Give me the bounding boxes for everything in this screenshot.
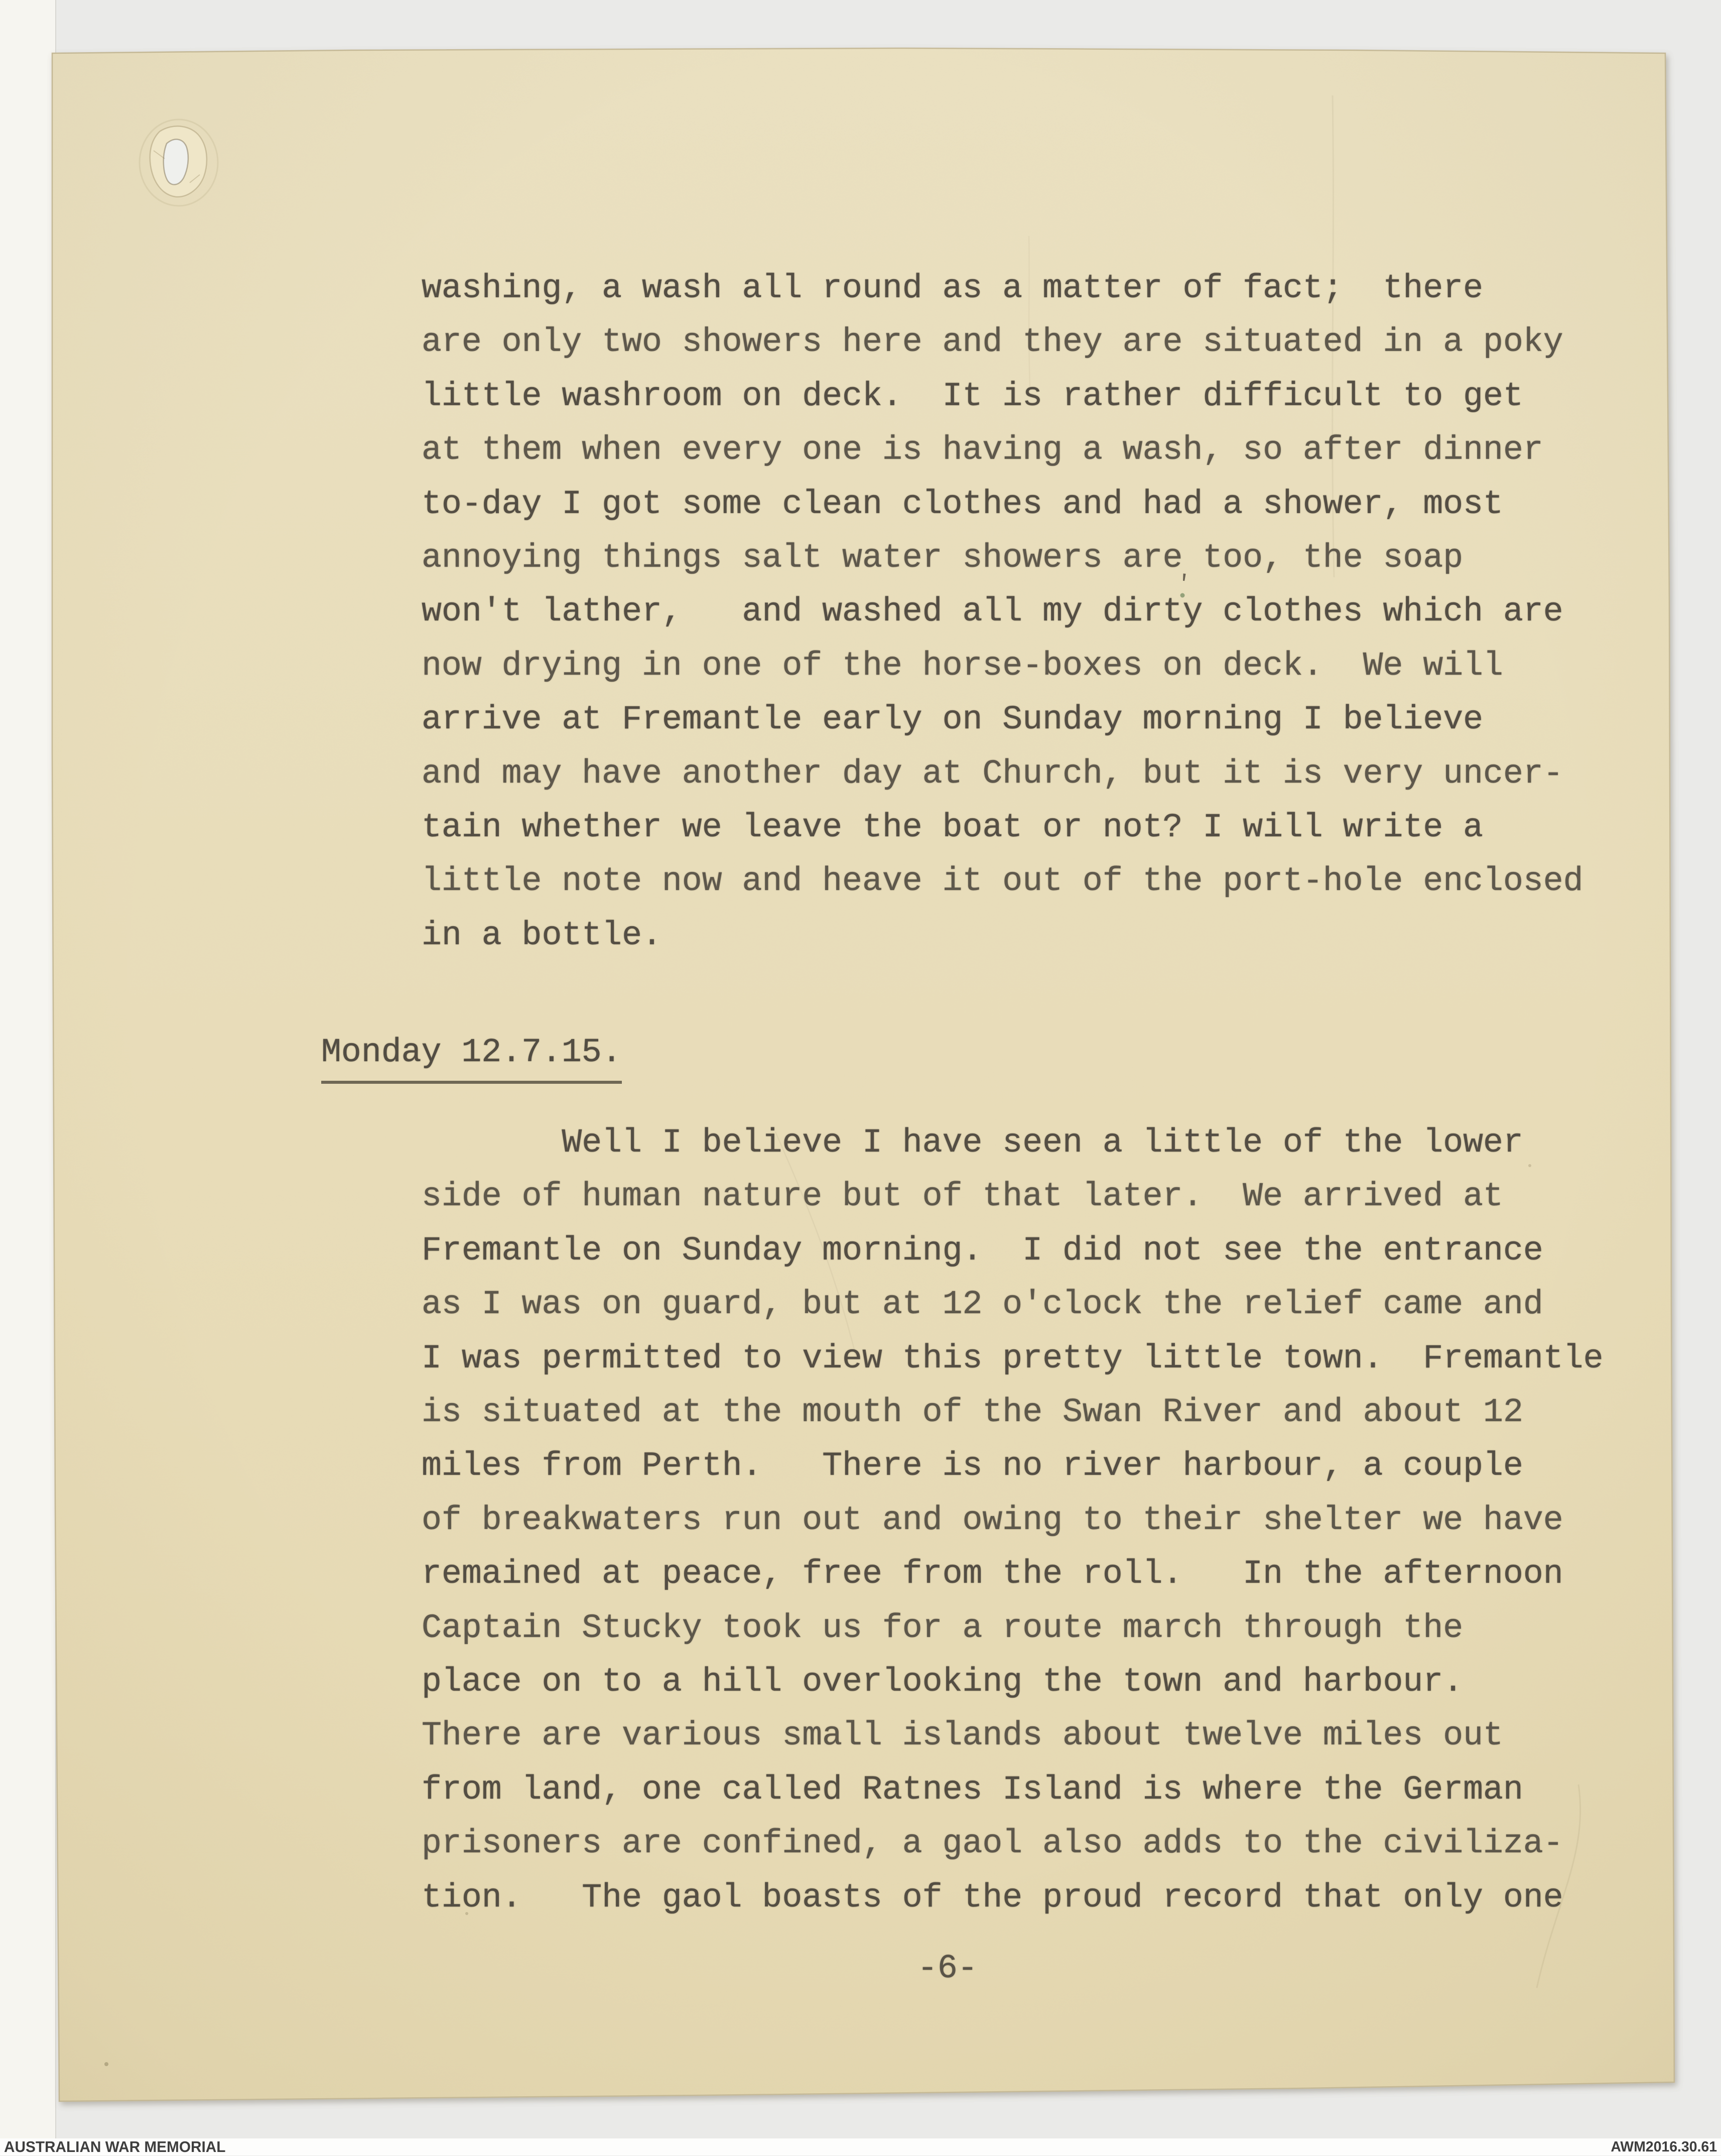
typed-line: now drying in one of the horse-boxes on deck. We will (422, 647, 1503, 685)
typed-line: prisoners are confined, a gaol also adds to the civiliza- (422, 1825, 1563, 1863)
paragraph-1 (422, 262, 1583, 962)
typed-line: Fremantle on Sunday morning. I did not see the entrance (422, 1231, 1543, 1270)
typed-line: Well I believe I have seen a little of the lower (422, 1124, 1523, 1162)
typed-line: at them when every one is having a wash, so after dinner (422, 431, 1543, 469)
typed-line: from land, one called Ratnes Island is where the German (422, 1770, 1523, 1809)
heading-date: Monday 12.7.15. (321, 1026, 622, 1084)
typed-line: and may have another day at Church, but it is very uncer- (422, 754, 1563, 793)
typed-line: There are various small islands about twelve miles out (422, 1717, 1503, 1755)
diary-entry-heading (321, 1026, 622, 1084)
typed-line: to-day I got some clean clothes and had a shower, most (422, 485, 1503, 523)
typed-line: Captain Stucky took us for a route march through the (422, 1609, 1464, 1647)
archive-name-label: AUSTRALIAN WAR MEMORIAL (4, 2138, 226, 2155)
typed-line: is situated at the mouth of the Swan River and about 12 (422, 1393, 1523, 1432)
typed-line: are only two showers here and they are situated in a poky (422, 323, 1563, 361)
typed-line: won't lather, and washed all my dirty clothes which are (422, 593, 1563, 631)
typed-line: I was permitted to view this pretty little town. Fremantle (422, 1339, 1604, 1377)
typed-line: miles from Perth. There is no river harbour, a couple (422, 1447, 1523, 1485)
stray-ink-mark: ' (1175, 570, 1192, 598)
archive-accession-number: AWM2016.30.61 (1611, 2138, 1717, 2155)
typed-line: annoying things salt water showers are too, the soap (422, 539, 1464, 577)
typed-line: little washroom on deck. It is rather difficult to get (422, 377, 1523, 415)
typed-line: as I was on guard, but at 12 o'clock the relief came and (422, 1286, 1543, 1324)
archive-footer (0, 2138, 1721, 2155)
typed-line: remained at peace, free from the roll. In the afternoon (422, 1555, 1563, 1593)
typed-line: washing, a wash all round as a matter of fact; there (422, 270, 1484, 307)
typed-line: place on to a hill overlooking the town and harbour. (422, 1663, 1464, 1701)
typed-line: arrive at Fremantle early on Sunday morning I believe (422, 701, 1484, 739)
typed-line: in a bottle. (422, 916, 662, 954)
paragraph-2 (422, 1116, 1603, 1925)
typed-line: tain whether we leave the boat or not? I will write a (422, 809, 1484, 847)
typed-line: little note now and heave it out of the port-hole enclosed (422, 862, 1583, 901)
typed-line: of breakwaters run out and owing to their shelter we have (422, 1501, 1563, 1539)
page-number: -6- (917, 1950, 978, 1987)
typed-line: side of human nature but of that later. We arrived at (422, 1178, 1503, 1216)
typed-line: tion. The gaol boasts of the proud record that only one (422, 1878, 1563, 1917)
